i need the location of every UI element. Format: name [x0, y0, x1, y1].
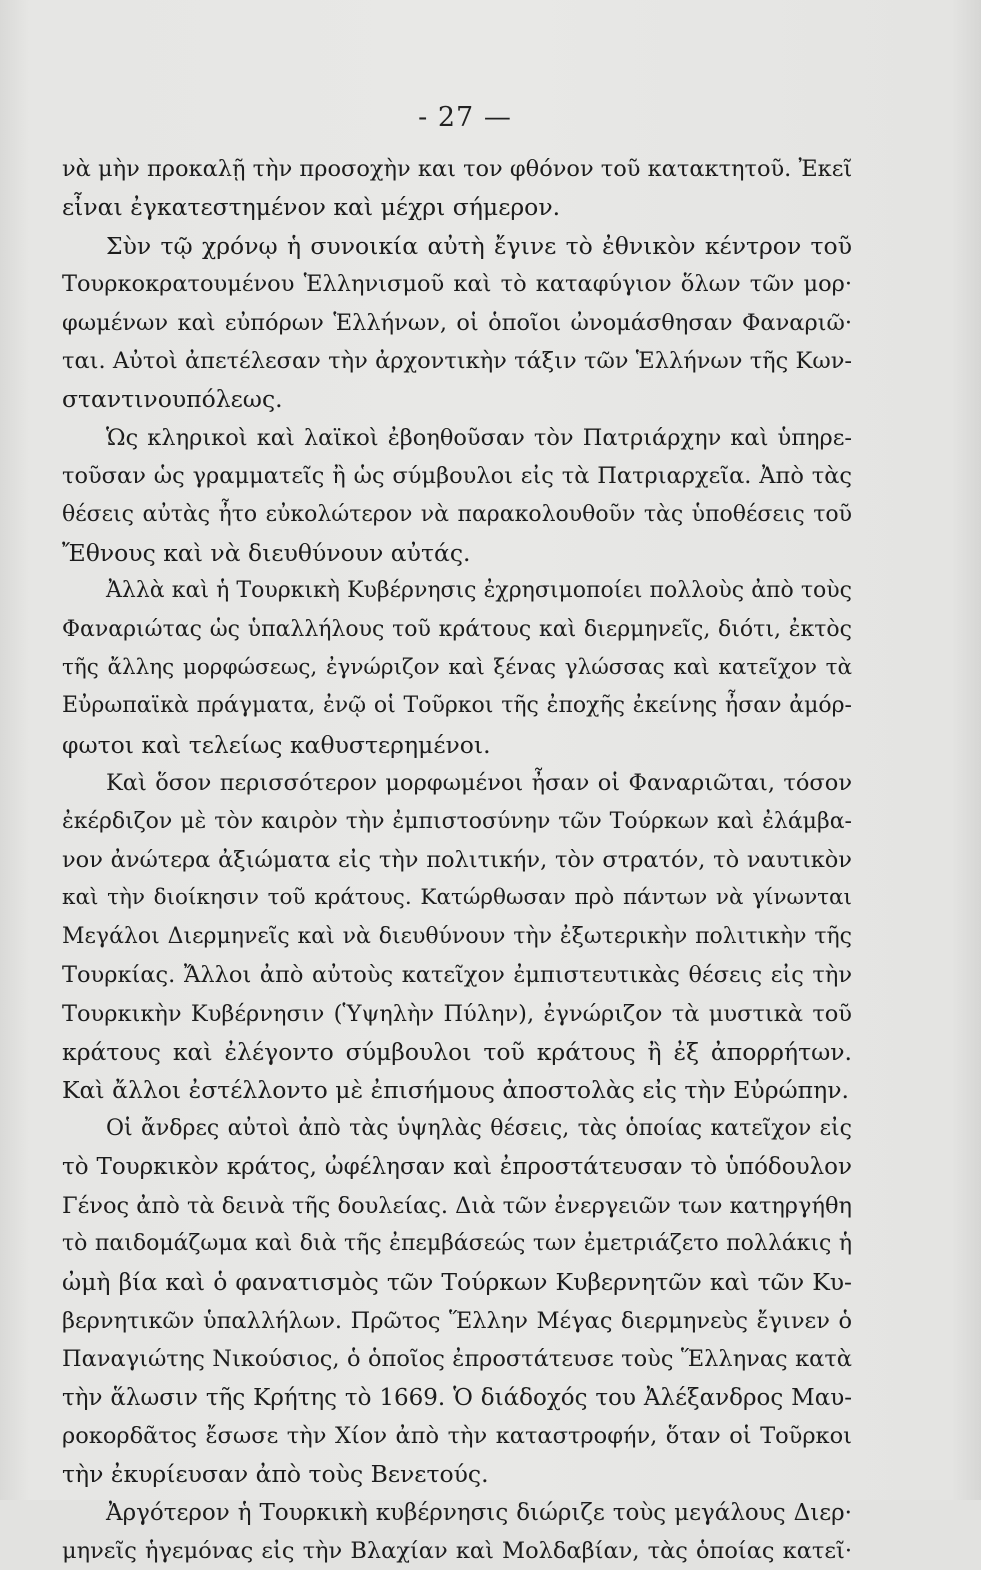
text-line: τοῦσαν ὡς γραμματεῖς ἢ ὡς σύμβουλοι εἰς τὰ Πατριαρχεῖα. Ἀπὸ τὰς: [62, 463, 852, 490]
text-line: Παναγιώτης Νικούσιος, ὁ ὁποῖος ἐπροστάτευσε τοὺς Ἕλληνας κατὰ: [62, 1346, 852, 1373]
body-text: [62, 150, 852, 1570]
text-line: νὰ μὴν προκαλῇ τὴν προσοχὴν και τον φθόνον τοῦ κατακτητοῦ. Ἐκεῖ: [62, 156, 852, 182]
text-line: Γένος ἀπὸ τὰ δεινὰ τῆς δουλείας. Διὰ τῶν ἐνεργειῶν των κατηργήθη: [62, 1192, 852, 1219]
text-line: τὴν ἐκυρίευσαν ἀπὸ τοὺς Βενετούς.: [62, 1460, 489, 1489]
text-line: φωτοι καὶ τελείως καθυστερημένοι.: [62, 730, 491, 759]
text-line: Ἀργότερον ἡ Τουρκικὴ κυβέρνησις διώριζε τοὺς μεγάλους Διερ·: [106, 1499, 852, 1526]
text-line: Ὡς κληρικοὶ καὶ λαϊκοὶ ἐβοηθοῦσαν τὸν Πατριάρχην καὶ ὑπηρε-: [106, 424, 852, 451]
text-line: κράτους καὶ ἐλέγοντο σύμβουλοι τοῦ κράτους ἢ ἐξ ἀπορρήτων.: [62, 1037, 852, 1066]
text-line: καὶ τὴν διοίκησιν τοῦ κράτους. Κατώρθωσαν πρὸ πάντων νὰ γίνωνται: [62, 885, 852, 911]
text-line: τῆς ἄλλης μορφώσεως, ἐγνώριζον καὶ ξένας γλώσσας καὶ κατεῖχον τὰ: [62, 655, 852, 681]
text-line: ἐκέρδιζον μὲ τὸν καιρὸν τὴν ἐμπιστοσύνην τῶν Τούρκων καὶ ἐλάμβα-: [62, 808, 852, 834]
text-line: Τουρκοκρατουμένου Ἑλληνισμοῦ καὶ τὸ καταφύγιον ὅλων τῶν μορ·: [62, 271, 852, 298]
text-line: ται. Αὐτοὶ ἀπετέλεσαν τὴν ἀρχοντικὴν τάξιν τῶν Ἑλλήνων τῆς Κων-: [62, 347, 852, 374]
text-line: νον ἀνώτερα ἀξιώματα εἰς τὴν πολιτικήν, τὸν στρατόν, τὸ ναυτικὸν: [62, 847, 852, 874]
text-line: Τουρκίας. Ἄλλοι ἀπὸ αὐτοὺς κατεῖχον ἐμπιστευτικὰς θέσεις εἰς τὴν: [62, 962, 852, 989]
text-line: Καὶ ὅσον περισσότερον μορφωμένοι ἦσαν οἱ Φαναριῶται, τόσον: [106, 770, 852, 797]
text-line: βερνητικῶν ὑπαλλήλων. Πρῶτος Ἕλλην Μέγας διερμηνεὺς ἔγινεν ὁ: [62, 1307, 852, 1334]
text-line: Οἱ ἄνδρες αὐτοὶ ἀπὸ τὰς ὑψηλὰς θέσεις, τὰς ὁποίας κατεῖχον εἰς: [106, 1115, 852, 1141]
text-line: τὸ παιδομάζωμα καὶ διὰ τῆς ἐπεμβάσεώς των ἐμετριάζετο πολλάκις ἡ: [62, 1230, 852, 1256]
text-line: Τουρκικὴν Κυβέρνησιν (Ὑψηλὴν Πύλην), ἐγνώριζον τὰ μυστικὰ τοῦ: [62, 1000, 852, 1027]
page-number: - 27 —: [418, 102, 512, 133]
text-line: Σὺν τῷ χρόνῳ ἡ συνοικία αὐτὴ ἔγινε τὸ ἐθνικὸν κέντρον τοῦ: [106, 231, 852, 260]
text-line: τὴν ἅλωσιν τῆς Κρήτης τὸ 1669. Ὁ διάδοχός του Ἀλέξανδρος Μαυ-: [62, 1384, 852, 1411]
text-line: θέσεις αὐτὰς ἦτο εὐκολώτερον νὰ παρακολουθοῦν τὰς ὑποθέσεις τοῦ: [62, 501, 852, 527]
text-line: Ἀλλὰ καὶ ἡ Τουρκικὴ Κυβέρνησις ἐχρησιμοποίει πολλοὺς ἀπὸ τοὺς: [106, 578, 852, 604]
text-line: Ἔθνους καὶ νὰ διευθύνουν αὐτάς.: [62, 538, 471, 567]
text-line: μηνεῖς ἡγεμόνας εἰς τὴν Βλαχίαν καὶ Μολδαβίαν, τὰς ὁποίας κατεῖ·: [62, 1538, 852, 1565]
text-line: Εὐρωπαϊκὰ πράγματα, ἐνῷ οἱ Τοῦρκοι τῆς ἐποχῆς ἐκείνης ἦσαν ἀμόρ-: [62, 693, 852, 719]
text-line: τὸ Τουρκικὸν κράτος, ὠφέλησαν καὶ ἐπροστάτευσαν τὸ ὑπόδουλον: [62, 1154, 852, 1181]
text-line: ροκορδᾶτος ἔσωσε τὴν Χίον ἀπὸ τὴν καταστροφήν, ὅταν οἱ Τοῦρκοι: [62, 1422, 852, 1449]
text-line: ὠμὴ βία καὶ ὁ φανατισμὸς τῶν Τούρκων Κυβερνητῶν καὶ τῶν Κυ-: [62, 1268, 852, 1297]
text-line: εἶναι ἐγκατεστημένον καὶ μέχρι σήμερον.: [62, 193, 561, 222]
text-line: Μεγάλοι Διερμηνεῖς καὶ νὰ διευθύνουν τὴν ἐξωτερικὴν πολιτικὴν τῆς: [62, 923, 852, 949]
text-line: Καὶ ἄλλοι ἐστέλλοντο μὲ ἐπισήμους ἀποστολὰς εἰς τὴν Εὐρώπην.: [62, 1076, 849, 1105]
text-line: σταντινουπόλεως.: [62, 385, 283, 414]
text-line: φωμένων καὶ εὐπόρων Ἑλλήνων, οἱ ὁποῖοι ὠνομάσθησαν Φαναριῶ·: [62, 309, 852, 336]
text-line: Φαναριώτας ὡς ὑπαλλήλους τοῦ κράτους καὶ διερμηνεῖς, διότι, ἐκτὸς: [62, 616, 852, 642]
